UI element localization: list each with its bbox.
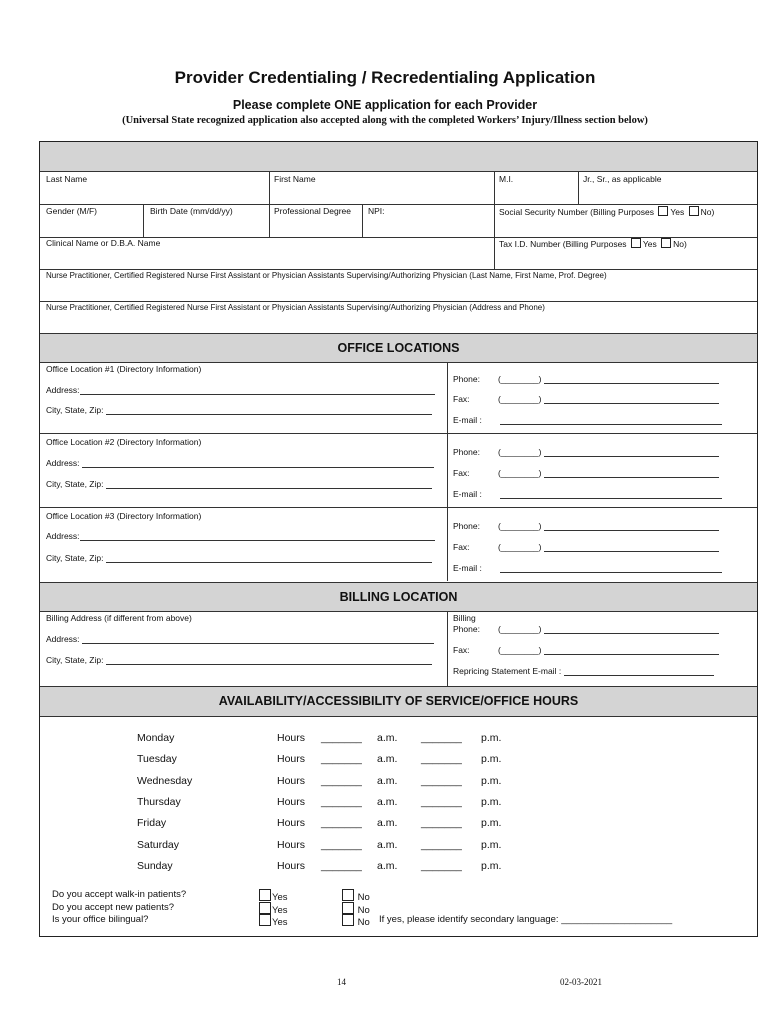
close-time-field-saturday[interactable]: _______ <box>421 839 462 851</box>
walk-in-no-checkbox[interactable] <box>342 889 354 901</box>
gender-field[interactable]: Gender (M/F) <box>46 206 98 216</box>
office-2-address-field[interactable]: Address: <box>46 458 434 468</box>
tax-yes-checkbox[interactable] <box>631 238 641 248</box>
close-time-field-wednesday[interactable]: _______ <box>421 775 462 787</box>
office-1-phone-field[interactable]: (________) <box>498 374 719 384</box>
bilingual-yes[interactable]: Yes <box>259 914 288 928</box>
office-1-fax-field[interactable]: (________) <box>498 394 719 404</box>
new-patients-no-checkbox[interactable] <box>342 902 354 914</box>
open-time-field-thursday[interactable]: _______ <box>321 796 362 808</box>
close-time-field-friday[interactable]: _______ <box>421 817 462 829</box>
pm-label: p.m. <box>481 860 502 872</box>
tax-no-checkbox[interactable] <box>661 238 671 248</box>
billing-fax-label: Fax: <box>453 645 470 655</box>
open-time-field-wednesday[interactable]: _______ <box>321 775 362 787</box>
office-3-phone-field[interactable]: (________) <box>498 521 719 531</box>
supervising-physician-address-field[interactable]: Nurse Practitioner, Certified Registered Nurse First Assistant or Physician Assistants Supervising/Authorizing Physician (Address and Phone) <box>46 303 545 312</box>
office-3-email-field[interactable] <box>500 563 722 573</box>
hours-label: Hours <box>277 732 306 744</box>
degree-field[interactable]: Professional Degree <box>274 206 352 216</box>
office-3-email-label: E-mail : <box>453 563 482 573</box>
ssn-no-checkbox[interactable] <box>689 206 699 216</box>
page-subtitle: Please complete ONE application for each Provider <box>232 98 538 112</box>
billing-city-field[interactable]: City, State, Zip: <box>46 655 432 665</box>
hours-label: Hours <box>277 775 306 787</box>
am-label: a.m. <box>377 860 398 872</box>
office-1-email-field[interactable] <box>500 415 722 425</box>
close-time-field-monday[interactable]: _______ <box>421 732 462 744</box>
ssn-yes-checkbox[interactable] <box>658 206 668 216</box>
hours-label: Hours <box>277 796 306 808</box>
billing-address-field[interactable]: Address: <box>46 634 434 644</box>
last-name-field[interactable]: Last Name <box>46 174 88 184</box>
bilingual-yes-checkbox[interactable] <box>259 914 271 926</box>
am-label: a.m. <box>377 817 398 829</box>
office-location-3-label: Office Location #3 (Directory Information) <box>46 511 202 521</box>
walk-in-question: Do you accept walk-in patients? <box>52 889 187 900</box>
hours-label: Hours <box>277 753 306 765</box>
hours-label: Hours <box>277 817 306 829</box>
open-time-field-saturday[interactable]: _______ <box>321 839 362 851</box>
revision-date: 02-03-2021 <box>560 977 602 987</box>
office-2-email-field[interactable] <box>500 489 722 499</box>
walk-in-yes-checkbox[interactable] <box>259 889 271 901</box>
tax-no-label: No) <box>673 239 687 249</box>
new-patients-no[interactable]: No <box>342 902 370 916</box>
tax-yes-label: Yes <box>642 239 657 249</box>
office-2-fax-field[interactable]: (________) <box>498 468 719 478</box>
day-label-wednesday: Wednesday <box>137 775 193 787</box>
office-2-email-label: E-mail : <box>453 489 482 499</box>
day-label-monday: Monday <box>137 732 175 744</box>
day-label-saturday: Saturday <box>137 839 180 851</box>
billing-phone-label-1: Billing <box>453 613 476 623</box>
am-label: a.m. <box>377 775 398 787</box>
ssn-no-label: No) <box>700 207 715 217</box>
repricing-email-field[interactable]: Repricing Statement E-mail : <box>453 666 714 676</box>
walk-in-yes[interactable]: Yes <box>259 889 288 903</box>
form-header-band <box>40 142 757 172</box>
middle-initial-field[interactable]: M.I. <box>499 174 514 184</box>
pm-label: p.m. <box>481 753 502 765</box>
close-time-field-thursday[interactable]: _______ <box>421 796 462 808</box>
day-label-tuesday: Tuesday <box>137 753 177 765</box>
new-patients-question: Do you accept new patients? <box>52 902 174 913</box>
bilingual-no[interactable]: No <box>342 914 370 928</box>
close-time-field-tuesday[interactable]: _______ <box>421 753 462 765</box>
pm-label: p.m. <box>481 839 502 851</box>
open-time-field-friday[interactable]: _______ <box>321 817 362 829</box>
secondary-language-field[interactable]: If yes, please identify secondary language: _____________________ <box>379 914 673 925</box>
am-label: a.m. <box>377 732 398 744</box>
hours-title: AVAILABILITY/ACCESSIBILITY OF SERVICE/OFFICE HOURS <box>218 694 579 708</box>
walk-in-no[interactable]: No <box>342 889 370 903</box>
suffix-field[interactable]: Jr., Sr., as applicable <box>583 174 662 184</box>
am-label: a.m. <box>377 753 398 765</box>
tax-id-field[interactable] <box>499 238 687 249</box>
office-2-city-field[interactable]: City, State, Zip: <box>46 479 432 489</box>
open-time-field-tuesday[interactable]: _______ <box>321 753 362 765</box>
office-2-phone-field[interactable]: (________) <box>498 447 719 457</box>
pm-label: p.m. <box>481 775 502 787</box>
bilingual-no-checkbox[interactable] <box>342 914 354 926</box>
hours-label: Hours <box>277 839 306 851</box>
office-3-fax-field[interactable]: (________) <box>498 542 719 552</box>
am-label: a.m. <box>377 839 398 851</box>
billing-fax-field[interactable]: (________) <box>498 645 719 655</box>
ssn-yes-label: Yes <box>670 207 685 217</box>
pm-label: p.m. <box>481 817 502 829</box>
ssn-label: Social Security Number (Billing Purposes <box>499 207 654 217</box>
office-1-email-label: E-mail : <box>453 415 482 425</box>
open-time-field-monday[interactable]: _______ <box>321 732 362 744</box>
office-3-fax-label: Fax: <box>453 542 470 552</box>
bilingual-question: Is your office bilingual? <box>52 914 149 925</box>
new-patients-yes[interactable]: Yes <box>259 902 288 916</box>
am-label: a.m. <box>377 796 398 808</box>
office-1-city-field[interactable]: City, State, Zip: <box>46 405 432 415</box>
office-3-city-field[interactable]: City, State, Zip: <box>46 553 432 563</box>
page-number: 14 <box>337 977 346 987</box>
office-location-1-label: Office Location #1 (Directory Information) <box>46 364 202 374</box>
ssn-field[interactable] <box>499 206 714 217</box>
new-patients-yes-checkbox[interactable] <box>259 902 271 914</box>
open-time-field-sunday[interactable]: _______ <box>321 860 362 872</box>
billing-phone-label-2: Phone: <box>453 624 480 634</box>
office-1-phone-label: Phone: <box>453 374 480 384</box>
close-time-field-sunday[interactable]: _______ <box>421 860 462 872</box>
office-2-fax-label: Fax: <box>453 468 470 478</box>
hours-label: Hours <box>277 860 306 872</box>
office-1-address-field[interactable]: Address: <box>46 385 435 395</box>
day-label-sunday: Sunday <box>137 860 173 872</box>
day-label-thursday: Thursday <box>137 796 181 808</box>
billing-phone-field[interactable]: (________) <box>498 624 719 634</box>
page-note: (Universal State recognized application also accepted along with the completed Workers’ Injury/Illness section below) <box>122 115 648 126</box>
office-3-phone-label: Phone: <box>453 521 480 531</box>
page-title: Provider Credentialing / Recredentialing Application <box>174 68 596 87</box>
day-label-friday: Friday <box>137 817 167 829</box>
office-2-phone-label: Phone: <box>453 447 480 457</box>
clinical-name-field[interactable]: Clinical Name or D.B.A. Name <box>46 238 161 248</box>
billing-address-label: Billing Address (if different from above) <box>46 613 192 623</box>
pm-label: p.m. <box>481 732 502 744</box>
supervising-physician-name-field[interactable]: Nurse Practitioner, Certified Registered Nurse First Assistant or Physician Assistants Supervising/Authorizing Physician (Last Name, First Name, Prof. Degree) <box>46 271 607 280</box>
office-location-2-label: Office Location #2 (Directory Information) <box>46 437 202 447</box>
office-locations-title: OFFICE LOCATIONS <box>337 341 460 355</box>
birth-date-field[interactable]: Birth Date (mm/dd/yy) <box>150 206 233 216</box>
billing-location-title: BILLING LOCATION <box>339 590 458 604</box>
tax-id-label: Tax I.D. Number (Billing Purposes <box>499 239 627 249</box>
first-name-field[interactable]: First Name <box>274 174 316 184</box>
npi-field[interactable]: NPI: <box>368 206 385 216</box>
pm-label: p.m. <box>481 796 502 808</box>
application-form <box>39 141 758 937</box>
office-3-address-field[interactable]: Address: <box>46 531 435 541</box>
office-1-fax-label: Fax: <box>453 394 470 404</box>
